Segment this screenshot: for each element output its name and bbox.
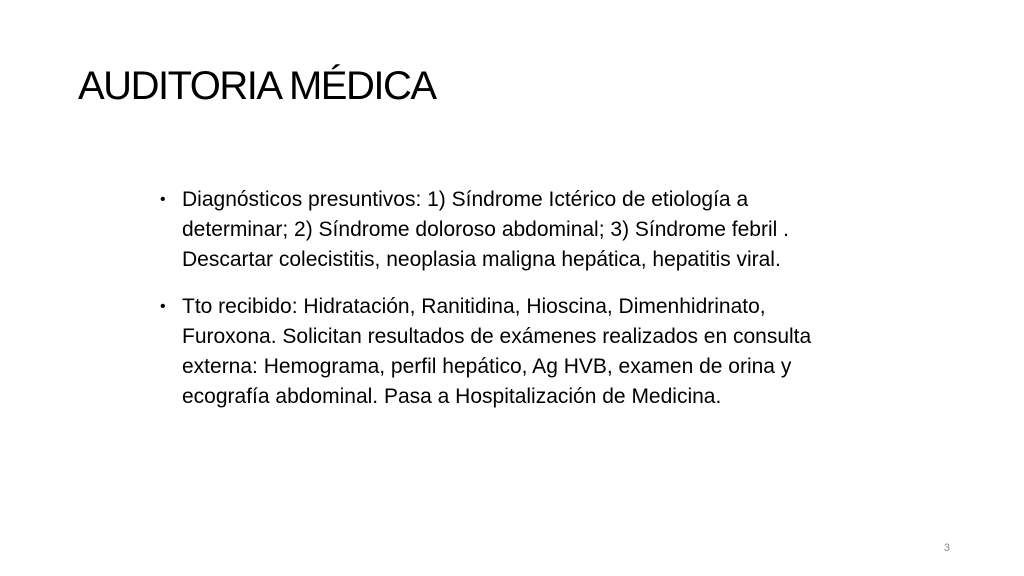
bullet-dot-icon: •	[160, 191, 166, 208]
bullet-item-tratamiento	[158, 292, 858, 412]
bullet-item-diagnosticos	[158, 185, 858, 275]
page-number: 3	[943, 542, 950, 554]
bullet-text-tratamiento: Tto recibido: Hidratación, Ranitidina, Hioscina, Dimenhidrinato, Furoxona. Solicitan resultados de exámenes realizados en consulta externa: Hemograma, perfil hepático, Ag HVB, examen de orina y ecografía abdominal. Pasa a Hospitalización de Medicina.	[182, 295, 812, 408]
bullet-list	[158, 185, 858, 429]
bullet-dot-icon: •	[160, 298, 166, 315]
slide-title: AUDITORIA MÉDICA	[78, 64, 436, 108]
bullet-text-diagnosticos: Diagnósticos presuntivos: 1) Síndrome Ictérico de etiología a determinar; 2) Síndrome doloroso abdominal; 3) Síndrome febril . Descartar colecistitis, neoplasia maligna hepática, hepatitis viral.	[182, 188, 789, 271]
